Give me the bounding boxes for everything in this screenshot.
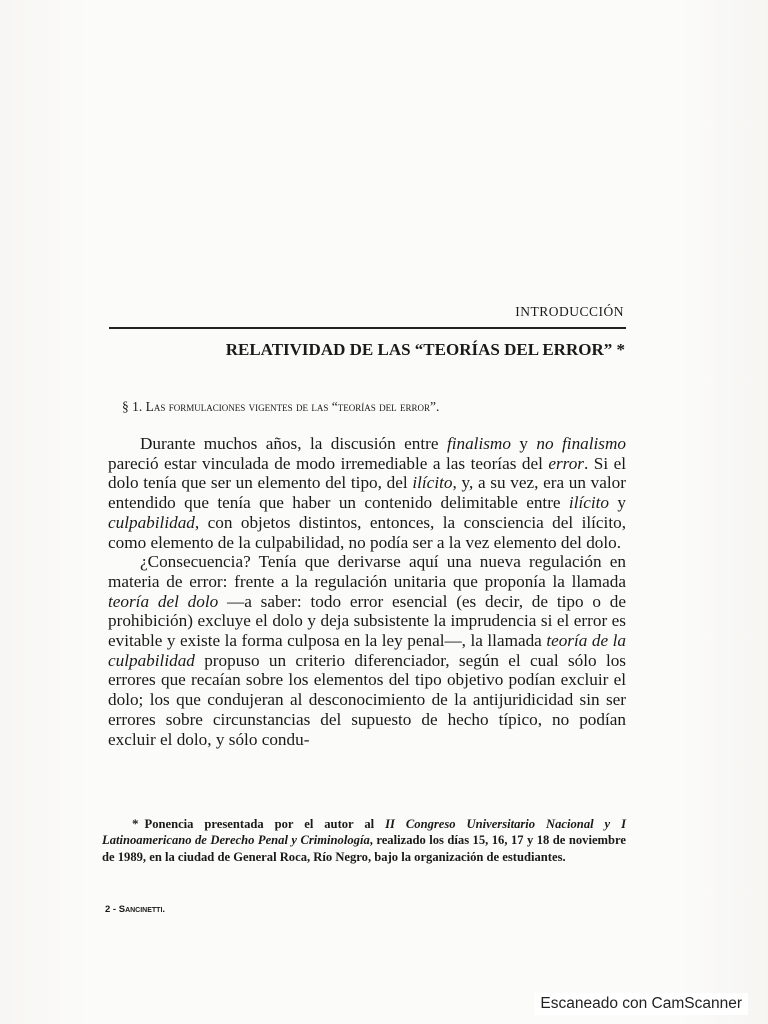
subsection-heading <box>122 399 439 415</box>
text-run: pareció estar vinculada de modo irremediable a las teorías del <box>108 453 549 473</box>
camscanner-watermark: Escaneado con CamScanner <box>534 993 748 1015</box>
text-run: —a saber: todo error esencial (es decir, de tipo o de prohibición) excluye el dolo y deja subsistente la imprudencia si el error es evitable y existe la forma culposa en la ley penal—, la llamada <box>108 591 626 651</box>
italic-term: error <box>548 453 584 473</box>
text-run: y <box>609 493 626 513</box>
text-run: , realizado los días 15, 16, 17 y 18 de noviembre de 1989, en la ciudad de General Roca, Río Negro, bajo la organización de estudiantes. <box>102 833 626 864</box>
italic-term: teoría del dolo <box>108 591 219 611</box>
paragraph-2 <box>108 552 626 749</box>
text-run: Ponencia presentada por el autor al <box>144 817 386 831</box>
text-run: Durante muchos años, la discusión entre <box>140 434 447 453</box>
chapter-title: RELATIVIDAD DE LAS “TEORÍAS DEL ERROR” * <box>225 340 625 359</box>
subsection-number: § 1. <box>122 399 143 414</box>
italic-term: II Congreso Universitario Nacional y I Latinoamericano de Derecho Penal y Criminología <box>102 817 626 848</box>
footnote-mark: * <box>132 816 139 831</box>
italic-term: ilícito <box>412 473 453 493</box>
text-run: , con objetos distintos, entonces, la consciencia del ilícito, como elemento de la culpabilidad, no podía ser a la vez elemento del dolo. <box>108 512 626 552</box>
italic-term: culpabilidad <box>108 512 195 532</box>
section-label: INTRODUCCIÓN <box>515 304 624 319</box>
text-run: y <box>510 434 537 453</box>
italic-term: teoría de la culpabilidad <box>108 631 626 670</box>
italic-term: finalismo <box>446 434 511 453</box>
body-text <box>108 434 626 749</box>
text-run: , y, a su vez, era un valor entendido que tenía que haber un contenido delimitable entre <box>108 473 626 513</box>
paragraph-1 <box>108 434 626 552</box>
subsection-title: Las formulaciones vigentes de las “teorías del error”. <box>145 399 440 414</box>
signature-number: 2 - <box>105 904 117 915</box>
text-run: propuso un criterio diferenciador, según el cual sólo los errores que recaían sobre los elementos del tipo objetivo podían excluir el dolo; los que condujeran al desconocimiento de la antijuridicidad sin ser errores sobre circunstancias del supuesto de hecho típico, no podían excluir el dolo, y sólo condu- <box>108 650 626 749</box>
header-rule <box>109 327 626 329</box>
signature-author: Sancinetti. <box>118 904 166 915</box>
text-run: ¿Consecuencia? Tenía que derivarse aquí una nueva regulación en materia de error: frente a la regulación unitaria que proponía la llamada <box>108 552 626 591</box>
footnote <box>102 816 626 865</box>
italic-term: ilícito <box>568 493 610 513</box>
text-run: . Si el dolo tenía que ser un elemento del tipo, del <box>108 453 626 493</box>
italic-term: no finalismo <box>536 434 626 453</box>
printer-signature <box>105 904 165 915</box>
